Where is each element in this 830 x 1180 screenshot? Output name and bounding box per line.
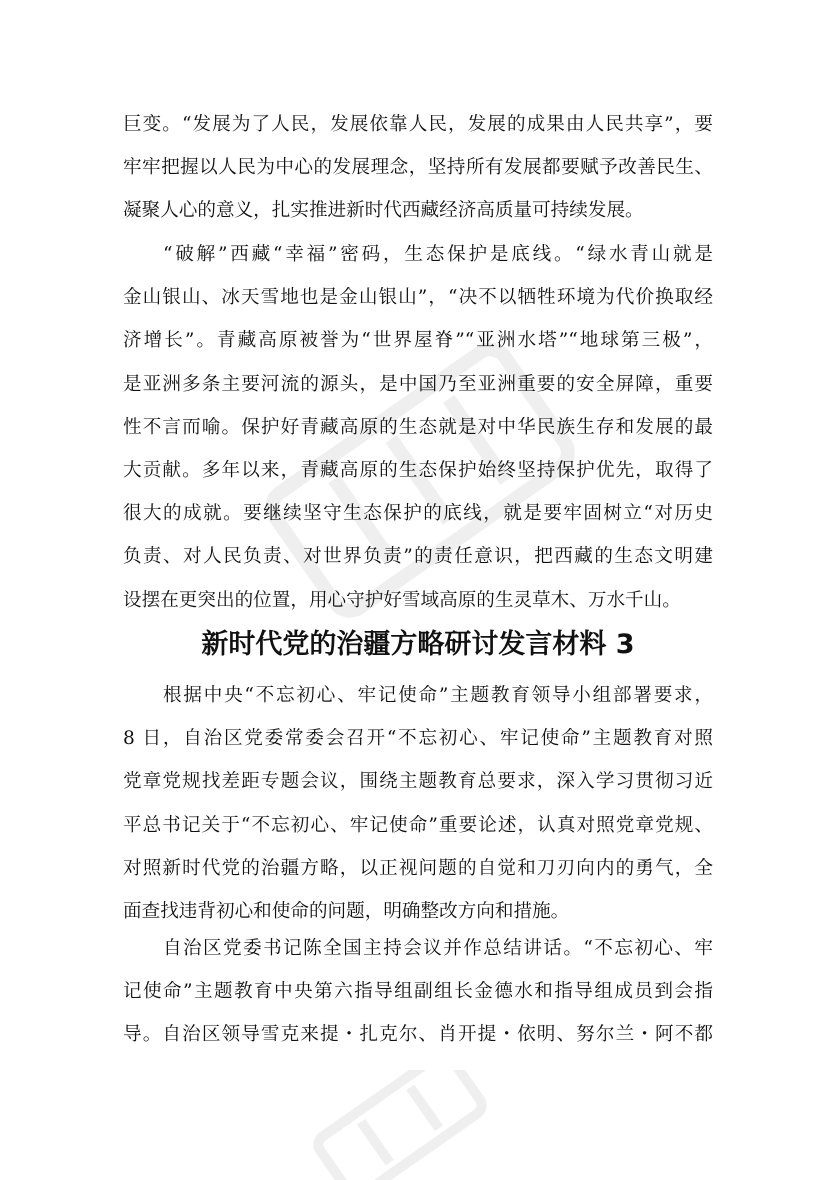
text-line: “破解”西藏“幸福”密码，生态保护是底线。“绿水青山就是 [163, 244, 713, 265]
text-line: 是亚洲多条主要河流的源头，是中国乃至亚洲重要的安全屏障，重要 [123, 373, 713, 395]
text-line: 负责、对人民负责、对世界负责”的责任意识，把西藏的生态文明建 [123, 546, 713, 568]
watermark-logo-bottom [300, 1070, 500, 1180]
text-line: 自治区党委书记陈全国主持会议并作总结讲话。“不忘初心、牢 [163, 938, 713, 959]
paragraph-3 [123, 674, 713, 933]
text-line: 记使命”主题教育中央第六指导组副组长金德水和指导组成员到会指 [123, 981, 713, 1003]
text-line: 济增长”。青藏高原被誉为“世界屋脊”“亚洲水塔”“地球第三极”， [123, 330, 713, 352]
paragraph-2 [123, 233, 713, 622]
text-line: 8 日，自治区党委常委会召开“不忘初心、牢记使命”主题教育对照 [123, 728, 713, 750]
paragraph-4 [123, 927, 713, 1057]
text-line: 导。自治区领导雪克来提・扎克尔、肖开提・依明、努尔兰・阿不都 [123, 1024, 713, 1046]
text-line: 面查找违背初心和使命的问题，明确整改方向和措施。 [123, 900, 570, 922]
text-line: 对照新时代党的治疆方略，以正视问题的自觉和刀刃向内的勇气，全 [123, 857, 713, 879]
paragraph-1 [123, 103, 713, 233]
text-line: 性不言而喻。保护好青藏高原的生态就是对中华民族生存和发展的最 [123, 416, 713, 438]
text-line: 平总书记关于“不忘初心、牢记使命”重要论述，认真对照党章党规、 [123, 814, 713, 836]
section-title: 新时代党的治疆方略研讨发言材料 3 [201, 629, 635, 660]
text-line: 凝聚人心的意义，扎实推进新时代西藏经济高质量可持续发展。 [123, 200, 644, 222]
text-line: 牢牢把握以人民为中心的发展理念，坚持所有发展都要赋予改善民生、 [123, 157, 713, 179]
text-line: 巨变。“发展为了人民，发展依靠人民，发展的成果由人民共享”，要 [123, 114, 713, 135]
text-line: 金山银山、冰天雪地也是金山银山”，“决不以牺牲环境为代价换取经 [123, 287, 713, 309]
text-line: 根据中央“不忘初心、牢记使命”主题教育领导小组部署要求， [163, 685, 713, 706]
text-line: 很大的成就。要继续坚守生态保护的底线，就是要牢固树立“对历史 [123, 503, 713, 525]
text-line: 大贡献。多年以来，青藏高原的生态保护始终坚持保护优先，取得了 [123, 459, 713, 481]
text-line: 党章党规找差距专题会议，围绕主题教育总要求，深入学习贯彻习近 [123, 771, 713, 793]
text-line: 设摆在更突出的位置，用心守护好雪域高原的生灵草木、万水千山。 [123, 589, 681, 611]
